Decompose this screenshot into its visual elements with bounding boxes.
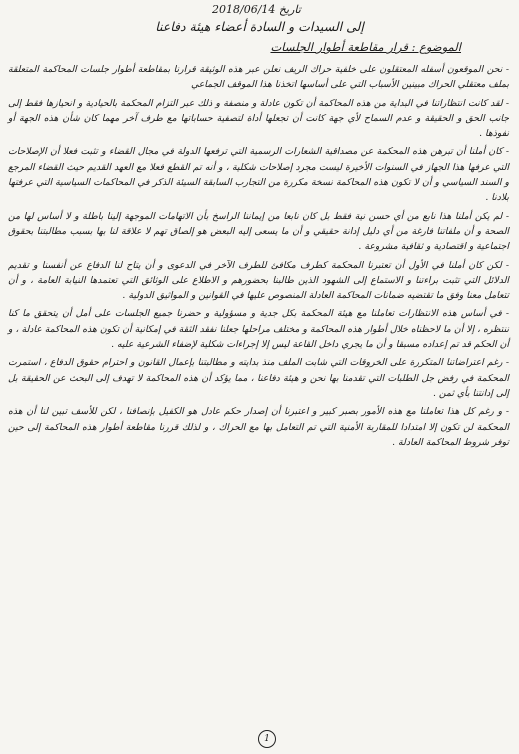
- paragraph: - و رغم كل هذا تعاملنا مع هذه الأمور بصبر كبير و اعتبرنا أن إصدار حكم عادل هو الكفيل بإنصافنا ، لكن للأسف تبين لنا أن هذه المحكمة لن تكون إلا امتدادا للمقاربة الأمنية التي تم التعامل بها مع الحراك ، و لذلك قررنا مقاطعة أطوار هذه المحاكمة إلى حين توفر شروط المحاكمة العادلة .: [8, 406, 509, 448]
- paragraph: - لكن كان أملنا في الأول أن تعتبرنا المحكمة كطرف مكافئ للطرف الآخر في الدعوى و أن يتاح لنا الدفاع عن أنفسنا و تقديم الدلائل التي تثبت براءتنا و الاستماع إلى الشهود الذين طالبنا بحضورهم و الاطلاع على الوثائق التي تعتمدها النيابة العامة ، و أن تتعامل معنا وفق ما تقتضيه ضمانات المحاكمة العادلة المنصوص عليها في القوانين و المواثيق الدولية .: [8, 259, 509, 302]
- paragraph: - لقد كانت انتظاراتنا في البداية من هذه المحاكمة أن تكون عادلة و منصفة و ذلك عبر التزام المحكمة بالحيادية و انحيازها فقط إلى جانب الحق و الحقيقة و عدم السماح لأي جهة كانت أن تجعلها أداة لتصفية حساباتها مع طرف آخر مهما كان شأن هذه الجهة أو نفوذها .: [8, 97, 509, 140]
- letter-body: [8, 62, 509, 453]
- paragraph: - كان أملنا أن تبرهن هذه المحكمة عن مصداقية الشعارات الرسمية التي ترفعها الدولة في مجال القضاء و تثبت فعلا أن الإصلاحات التي عرفها هذا الجهاز في السنوات الأخيرة ليست مجرد إصلاحات شكلية ، و أنه تم القطع فعلا مع العهد القديم حيث القضاء المرجع و السند السياسي و أن لا تكون هذه المحاكمة نسخة مكررة من التجارب السابقة السيئة الذكر في المحاكمات السياسية التي عرفتها بلادنا .: [8, 146, 509, 204]
- letter-date: تاريخ 2018/06/14: [212, 3, 301, 16]
- letter-subject: الموضوع : قرار مقاطعة أطوار الجلسات: [270, 40, 461, 54]
- paragraph: - رغم اعتراضاتنا المتكررة على الخروقات التي شابت الملف منذ بدايته و مطالبتنا بإعمال القانون و احترام حقوق الدفاع ، استمرت المحكمة في رفض جل الطلبات التي تقدمنا بها نحن و هيئة دفاعنا ، مما يؤكد أن هذه المحاكمة لا تهدف إلى البحث عن الحقيقة بل إلى إدانتنا بأي ثمن .: [8, 357, 509, 399]
- paragraph: - نحن الموقعون أسفله المعتقلون على خلفية حراك الريف نعلن عبر هذه الوثيقة قرارنا بمقاطعة أطوار جلسات المحاكمة المتعلقة بملف معتقلي الحراك مبينين الأسباب التي على أساسها اتخذنا هذا الموقف الجماعي: [8, 64, 509, 91]
- page-number: 1: [258, 730, 276, 748]
- paragraph: - لم يكن أملنا هذا نابع من أي حسن نية فقط بل كان نابعا من إيماننا الراسخ بأن الاتهامات الموجهة إلينا باطلة و لا أساس لها من الصحة و أن ملفاتنا فارغة من أي دليل إدانة حقيقي و أن ما يسعى إليه البعض هو إلصاق تهم لا علاقة لنا بها بسبب مطالبتنا بحقوق اجتماعية و اقتصادية و ثقافية مشروعة .: [8, 210, 509, 253]
- paragraph: - في أساس هذه الانتظارات تعاملنا مع هيئة المحكمة بكل جدية و مسؤولية و حضرنا جميع الجلسات على أمل أن يتحقق ما كنا ننتظره ، إلا أن ما لاحظناه خلال أطوار هذه المحاكمة و مختلف مراحلها جعلنا نفقد الثقة في إمكانية أن تكون هذه المحاكمة عادلة ، و أن الحكم قد تم إعداده مسبقا و أن ما يجري داخل القاعة ليس إلا إجراءات شكلية لإضفاء الشرعية عليه .: [8, 308, 509, 351]
- letter-addressee: إلى السيدات و السادة أعضاء هيئة دفاعنا: [155, 19, 364, 34]
